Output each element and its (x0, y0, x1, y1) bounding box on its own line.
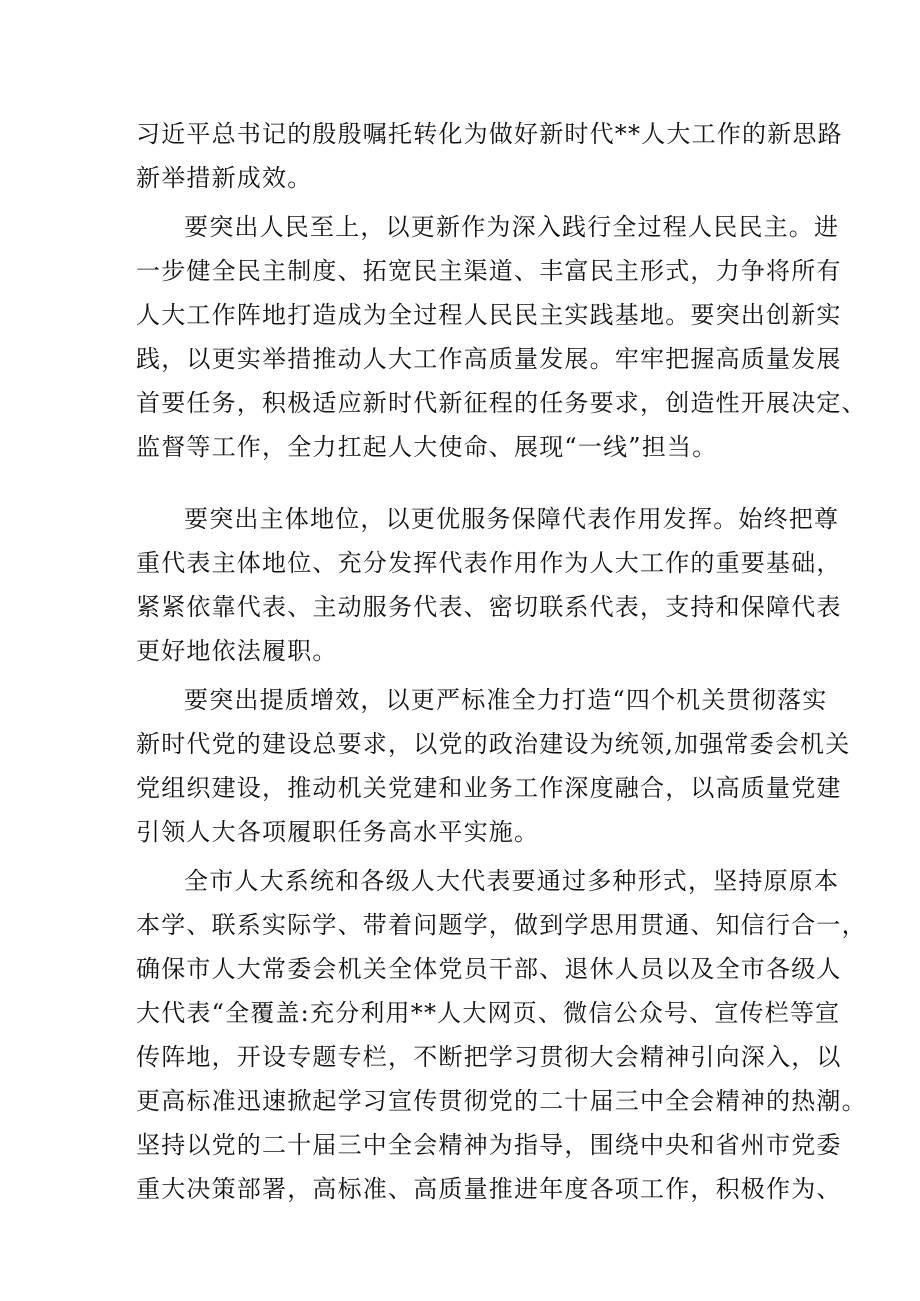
text-line: 重代表主体地位、充分发挥代表作用作为人大工作的重要基础， (136, 549, 842, 577)
text-line: 传阵地，开设专题专栏，不断把学习贯彻大会精神引向深入，以 (136, 1043, 842, 1071)
text-line: 习近平总书记的殷殷嘱托转化为做好新时代**人大工作的新思路 (136, 120, 843, 148)
text-line: 更好地依法履职。 (136, 637, 338, 665)
text-line: 监督等工作，全力扛起人大使命、展现“一线”担当。 (136, 433, 718, 461)
paragraph (136, 112, 843, 200)
text-line: 大代表“全覆盖:充分利用**人大网页、微信公众号、宣传栏等宣 (136, 999, 841, 1027)
text-line: 全市人大系统和各级人大代表要通过多种形式，坚持原原本 (184, 867, 840, 895)
document-body (136, 112, 867, 1211)
text-line: 要突出提质增效，以更严标准全力打造“四个机关贯彻落实 (184, 686, 828, 714)
text-line: 党组织建设，推动机关党建和业务工作深度融合，以高质量党建 (136, 774, 842, 802)
text-line: 人大工作阵地打造成为全过程人民民主实践基地。要突出创新实 (136, 301, 842, 329)
paragraph (136, 497, 842, 673)
text-line: 紧紧依靠代表、主动服务代表、密切联系代表，支持和保障代表 (136, 593, 842, 621)
text-line: 坚持以党的二十届三中全会精神为指导，围绕中央和省州市党委 (136, 1131, 842, 1159)
text-line: 要突出主体地位，以更优服务保障代表作用发挥。始终把尊 (184, 505, 840, 533)
paragraph (136, 678, 851, 854)
text-line: 确保市人大常委会机关全体党员干部、退休人员以及全市各级人 (136, 955, 842, 983)
text-line: 新举措新成效。 (136, 164, 313, 192)
text-line: 践，以更实举措推动人大工作高质量发展。牢牢把握高质量发展 (136, 345, 842, 373)
text-line: 一步健全民主制度、拓宽民主渠道、丰富民主形式，力争将所有 (136, 257, 842, 285)
text-line: 要突出人民至上，以更新作为深入践行全过程人民民主。进 (184, 213, 840, 241)
text-line: 重大决策部署，高标准、高质量推进年度各项工作，积极作为、 (136, 1175, 842, 1203)
text-line: 本学、联系实际学、带着问题学，做到学思用贯通、知信行合一， (136, 911, 867, 939)
text-line: 新时代党的建设总要求，以党的政治建设为统领,加强常委会机关 (136, 730, 851, 758)
paragraph (136, 859, 867, 1211)
text-line: 首要任务，积极适应新时代新征程的任务要求，创造性开展决定、 (136, 389, 867, 417)
text-line: 更高标准迅速掀起学习宣传贯彻党的二十届三中全会精神的热潮。 (136, 1087, 867, 1115)
paragraph (136, 205, 867, 469)
text-line: 引领人大各项履职任务高水平实施。 (136, 818, 540, 846)
